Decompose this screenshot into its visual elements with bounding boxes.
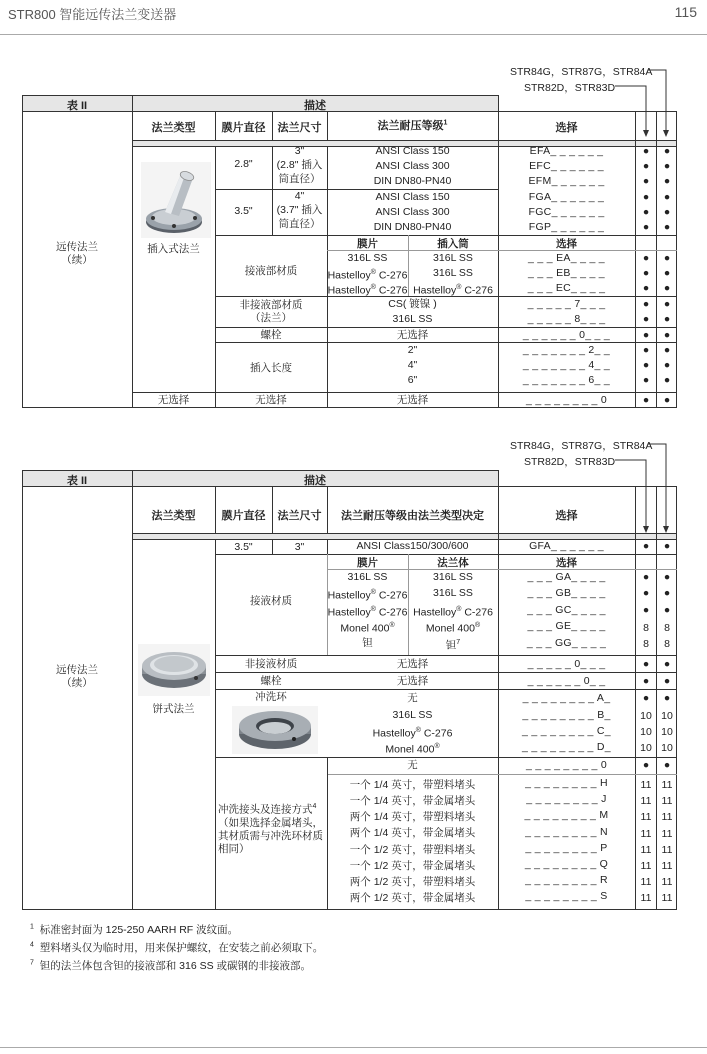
t2-wet-b-5: 钽$^7$ (445, 639, 461, 652)
t1-wet-sel-2: _ _ _ EB_ _ _ _ (528, 267, 605, 279)
t1-sel-3: EFM_ _ _ _ _ _ (528, 175, 605, 187)
t1-nonwet-1: CS( 镀镍 ) (388, 298, 437, 310)
note-11: 11 (661, 860, 673, 872)
dot: ● (642, 571, 650, 583)
dot: ● (642, 675, 650, 687)
t2-flush: 冲洗环 (255, 691, 287, 703)
footer-rule (0, 1047, 707, 1048)
dot: ● (663, 658, 671, 670)
dot: ● (642, 191, 650, 203)
t2-type: 饼式法兰 (152, 703, 195, 715)
t2-conn-none-sel: _ _ _ _ _ _ _ _ 0 (526, 759, 607, 771)
note-11: 11 (640, 860, 652, 872)
dot: ● (663, 359, 671, 371)
t1-rating-2: ANSI Class 300 (375, 160, 450, 172)
t1-none-1: 无选择 (157, 394, 190, 406)
note-11: 11 (640, 779, 652, 791)
flush-ring-image (232, 706, 318, 754)
t2-rating: ANSI Class150/300/600 (356, 540, 469, 552)
footnote-7: $^7$ 钽的法兰体包含钽的接液部和 316 SS 或碳钢的非接液部。 (30, 959, 312, 972)
t2-h-dia: 膜片直径 (221, 510, 266, 522)
dot: ● (642, 282, 650, 294)
t2-h-rating: 法兰耐压等级由法兰类型决定 (341, 510, 484, 522)
t2-conn-none: 无 (407, 759, 418, 771)
t1-ins-1: 2" (407, 344, 418, 356)
dot: ● (663, 344, 671, 356)
t2-size: 3" (294, 541, 305, 553)
dot: ● (663, 329, 671, 341)
dot: ● (642, 374, 650, 386)
dot: ● (663, 571, 671, 583)
t2-conn-1: 一个 1/4 英寸，带塑料堵头 (349, 779, 476, 791)
note-11: 11 (661, 892, 673, 904)
t2-flush-sel-1: _ _ _ _ _ _ _ _ A_ (522, 692, 611, 704)
t2-flush-1: 无 (407, 692, 418, 704)
t2-flush-2: 316L SS (392, 709, 433, 721)
t1-sel-1: EFA_ _ _ _ _ _ (529, 145, 604, 157)
t1-nonwet-label-2: （法兰） (250, 312, 292, 324)
t1-h-desc: 描述 (304, 100, 326, 112)
t1-size-2c: 筒直径） (278, 218, 321, 230)
t2-rating-sel: GFA_ _ _ _ _ _ (529, 540, 604, 552)
dot: ● (642, 587, 650, 599)
t1-size-1a: 3" (294, 145, 305, 157)
t1-size-1c: 筒直径） (278, 173, 321, 185)
note-8: 8 (664, 622, 670, 634)
note-11: 11 (661, 811, 673, 823)
footnote-4: $^4$ 塑料堵头仅为临时用，用来保护螺纹，在安装之前必须取下。 (30, 941, 324, 954)
t2-conn-sel-4: _ _ _ _ _ _ _ _ N (525, 826, 608, 838)
t2-conn-sel-6: _ _ _ _ _ _ _ _ Q (524, 858, 609, 870)
note-11: 11 (661, 795, 673, 807)
t1-nonwet-label: 非接液部材质 (239, 299, 303, 311)
t1-wet-h-b: 插入筒 (437, 238, 469, 250)
t2-wet-b-4: Monel 400® (425, 622, 481, 635)
note-11: 11 (640, 828, 652, 840)
dot: ● (642, 206, 650, 218)
t1-wet-3a: Hastelloy® C-276 (327, 284, 408, 297)
t1-rating-5: ANSI Class 300 (375, 206, 450, 218)
t1-wet-sel-3: _ _ _ EC_ _ _ _ (527, 282, 606, 294)
t1-wet-1a: 316L SS (347, 252, 388, 264)
t2-wet-b-2: 316L SS (433, 587, 473, 599)
t1-sel-6: FGP_ _ _ _ _ _ (528, 221, 605, 233)
t1-bolt-sel: _ _ _ _ _ _ 0_ _ _ (522, 329, 611, 341)
dot: ● (642, 540, 650, 552)
t2-conn-4: 两个 1/4 英寸，带金属堵头 (349, 827, 476, 839)
t1-nonwet-2: 316L SS (392, 313, 433, 325)
models2-line-2: STR82D，STR83D (524, 456, 616, 468)
t1-rating-6: DIN DN80-PN40 (373, 221, 452, 233)
t2-nonwet-value: 无选择 (396, 658, 429, 670)
t2-h-size: 法兰尺寸 (277, 510, 322, 522)
t1-sel-4: FGA_ _ _ _ _ _ (528, 191, 605, 203)
t1-sel-2: EFC_ _ _ _ _ _ (529, 160, 604, 172)
t1-none-sel: _ _ _ _ _ _ _ _ 0 (526, 394, 607, 406)
t2-bolt: 螺栓 (260, 675, 282, 687)
t2-h-desc: 描述 (304, 475, 326, 487)
note-10: 10 (661, 710, 673, 722)
t2-conn-sel-5: _ _ _ _ _ _ _ _ P (525, 842, 608, 854)
dot: ● (663, 604, 671, 616)
t2-bolt-value: 无选择 (396, 675, 429, 687)
t2-h-sel: 选择 (555, 510, 578, 522)
t1-group: 远传法兰 (56, 241, 98, 253)
dot: ● (663, 175, 671, 187)
t1-ins-len: 插入长度 (250, 362, 292, 374)
dot: ● (663, 374, 671, 386)
dot: ● (642, 252, 650, 264)
dot: ● (642, 145, 650, 157)
t1-group-sub: （续） (61, 254, 93, 266)
t1-dia-1: 2.8" (234, 158, 253, 170)
t2-wet-h-b: 法兰体 (437, 557, 469, 569)
t2-conn-sel-2: _ _ _ _ _ _ _ _ J (526, 793, 607, 805)
note-8: 8 (664, 638, 670, 650)
models-line-2: STR82D，STR83D (524, 82, 616, 94)
t2-wet-sel-1: _ _ _ GA_ _ _ _ (527, 571, 606, 583)
dot: ● (642, 692, 650, 704)
t1-ins-2: 4" (407, 359, 418, 371)
t2-wet-sel-2: _ _ _ GB_ _ _ _ (527, 587, 606, 599)
t1-ins-3: 6" (407, 374, 418, 386)
footnote-1: $^1$ 标准密封面为 125-250 AARH RF 波纹面。 (30, 923, 239, 936)
t2-wet-sel-5: _ _ _ GG_ _ _ _ (526, 637, 607, 649)
dot: ● (663, 252, 671, 264)
dot: ● (663, 675, 671, 687)
models-line-1: STR84G，STR87G，STR84A (510, 66, 653, 78)
note-10: 10 (661, 726, 673, 738)
note-10: 10 (661, 742, 673, 754)
t1-nonwet-sel-2: _ _ _ _ _ 8_ _ _ (527, 313, 606, 325)
dot: ● (642, 604, 650, 616)
dot: ● (642, 313, 650, 325)
dot: ● (663, 160, 671, 172)
t2-h-type: 法兰类型 (151, 510, 196, 522)
t1-bolt: 螺栓 (260, 329, 282, 341)
t1-size-2a: 4" (294, 190, 305, 202)
note-10: 10 (640, 710, 652, 722)
note-8: 8 (643, 638, 649, 650)
t2-flush-sel-2: _ _ _ _ _ _ _ _ B_ (522, 709, 611, 721)
t2-flush-sel-4: _ _ _ _ _ _ _ _ D_ (522, 741, 611, 753)
t2-wet-b-1: 316L SS (433, 571, 473, 583)
t2-wet-sel-3: _ _ _ GC_ _ _ _ (527, 604, 606, 616)
dot: ● (663, 692, 671, 704)
t2-conn-5: 一个 1/2 英寸，带塑料堵头 (349, 844, 476, 856)
t2-group: 远传法兰 (56, 664, 98, 676)
t2-wet-label: 接液材质 (250, 595, 292, 607)
t1-h-dia: 膜片直径 (221, 122, 266, 134)
t1-h-size: 法兰尺寸 (277, 122, 322, 134)
dot: ● (663, 759, 671, 771)
t1-rating-4: ANSI Class 150 (375, 191, 450, 203)
note-11: 11 (640, 876, 652, 888)
dot: ● (642, 298, 650, 310)
dot: ● (663, 540, 671, 552)
dot: ● (663, 394, 671, 406)
t2-nonwet: 非接液材质 (244, 658, 298, 670)
t1-wet-label: 接液部材质 (244, 265, 298, 277)
t2-flush-sel-3: _ _ _ _ _ _ _ _ C_ (522, 725, 611, 737)
dot: ● (642, 344, 650, 356)
t1-wet-2a: Hastelloy® C-276 (327, 269, 408, 282)
page-title: STR800 智能远传法兰变送器 (8, 7, 177, 22)
t1-wet-h-a: 膜片 (357, 238, 378, 250)
dot: ● (663, 267, 671, 279)
t1-h-table: 表 II (66, 100, 88, 112)
t1-rating-1: ANSI Class 150 (375, 145, 450, 157)
note-8: 8 (643, 622, 649, 634)
t2-nonwet-sel: _ _ _ _ _ 0_ _ _ (527, 658, 606, 670)
dot: ● (642, 175, 650, 187)
t1-h-rating: 法兰耐压等级$^1$ (377, 119, 448, 132)
t1-ins-sel-2: _ _ _ _ _ _ _ 4_ _ (522, 359, 611, 371)
note-11: 11 (661, 844, 673, 856)
t1-size-2b: (3.7" 插入 (276, 204, 323, 216)
models2-line-1: STR84G，STR87G，STR84A (510, 440, 653, 452)
note-10: 10 (640, 726, 652, 738)
dot: ● (663, 587, 671, 599)
dot: ● (642, 160, 650, 172)
t1-wet-2b: 316L SS (433, 267, 473, 279)
dot: ● (663, 313, 671, 325)
dot: ● (642, 221, 650, 233)
note-11: 11 (661, 828, 673, 840)
t2-wet-a-5: 钽 (362, 637, 373, 649)
t2-wet-sel-4: _ _ _ GE_ _ _ _ (527, 620, 606, 632)
t1-size-1b: (2.8" 插入 (276, 159, 323, 171)
dot: ● (642, 267, 650, 279)
t1-ins-sel-1: _ _ _ _ _ _ _ 2_ _ (522, 344, 611, 356)
t2-wet-h-sel: 选择 (556, 557, 577, 569)
dot: ● (663, 145, 671, 157)
t1-type: 插入式法兰 (147, 243, 200, 255)
t1-nonwet-sel-1: _ _ _ _ _ 7_ _ _ (527, 298, 606, 310)
note-11: 11 (640, 892, 652, 904)
dot: ● (642, 658, 650, 670)
t2-wet-a-2: Hastelloy® C-276 (327, 589, 408, 602)
t2-conn-sel-1: _ _ _ _ _ _ _ _ H (525, 777, 608, 789)
t2-conn-label: 冲洗接头及连接方式$^4$ （如果选择金属堵头， 其材质需与冲洗环材质 相同） (218, 803, 323, 855)
note-11: 11 (640, 844, 652, 856)
t1-dia-2: 3.5" (234, 205, 253, 217)
note-11: 11 (661, 779, 673, 791)
t1-none-3: 无选择 (396, 394, 429, 406)
note-11: 11 (640, 795, 652, 807)
t2-conn-6: 一个 1/2 英寸，带金属堵头 (349, 860, 476, 872)
dot: ● (663, 282, 671, 294)
t2-h-table: 表 II (66, 475, 88, 487)
note-10: 10 (640, 742, 652, 754)
note-11: 11 (661, 876, 673, 888)
t1-h-sel: 选择 (555, 122, 578, 134)
dot: ● (642, 359, 650, 371)
t1-wet-sel-1: _ _ _ EA_ _ _ _ (528, 252, 605, 264)
pancake-flange-image (138, 644, 210, 696)
t2-conn-sel-3: _ _ _ _ _ _ _ _ M (524, 809, 609, 821)
t2-group-sub: （续） (61, 677, 93, 689)
dot: ● (642, 329, 650, 341)
dot: ● (642, 394, 650, 406)
dot: ● (663, 206, 671, 218)
t2-conn-3: 两个 1/4 英寸，带塑料堵头 (349, 811, 476, 823)
t2-wet-h-a: 膜片 (357, 557, 378, 569)
t2-wet-a-4: Monel 400® (340, 622, 395, 635)
page-number: 115 (674, 4, 697, 20)
t1-wet-1b: 316L SS (433, 252, 473, 264)
t2-wet-a-3: Hastelloy® C-276 (327, 606, 408, 619)
t1-wet-h-sel: 选择 (556, 238, 577, 250)
t2-conn-8: 两个 1/2 英寸，带金属堵头 (349, 892, 476, 904)
t2-flush-3: Hastelloy® C-276 (372, 727, 453, 740)
t1-sel-5: FGC_ _ _ _ _ _ (528, 206, 605, 218)
t2-conn-2: 一个 1/4 英寸，带金属堵头 (349, 795, 476, 807)
t1-wet-3b: Hastelloy® C-276 (413, 284, 493, 297)
dot: ● (663, 191, 671, 203)
t2-bolt-sel: _ _ _ _ _ _ 0_ _ (527, 675, 606, 687)
t2-conn-sel-8: _ _ _ _ _ _ _ _ S (525, 890, 608, 902)
t1-rating-3: DIN DN80-PN40 (373, 175, 452, 187)
t2-wet-a-1: 316L SS (347, 571, 388, 583)
note-11: 11 (640, 811, 652, 823)
t1-none-2: 无选择 (255, 394, 287, 406)
t2-conn-sel-7: _ _ _ _ _ _ _ _ R (525, 874, 608, 886)
dot: ● (663, 221, 671, 233)
dot: ● (642, 759, 650, 771)
t2-wet-b-3: Hastelloy® C-276 (413, 606, 493, 619)
dot: ● (663, 298, 671, 310)
t1-ins-sel-3: _ _ _ _ _ _ _ 6_ _ (522, 374, 611, 386)
t1-h-type: 法兰类型 (151, 122, 196, 134)
t2-flush-4: Monel 400® (385, 743, 440, 756)
t2-dia: 3.5" (234, 541, 253, 553)
t2-conn-7: 两个 1/2 英寸，带塑料堵头 (349, 876, 476, 888)
t1-bolt-value: 无选择 (396, 329, 429, 341)
